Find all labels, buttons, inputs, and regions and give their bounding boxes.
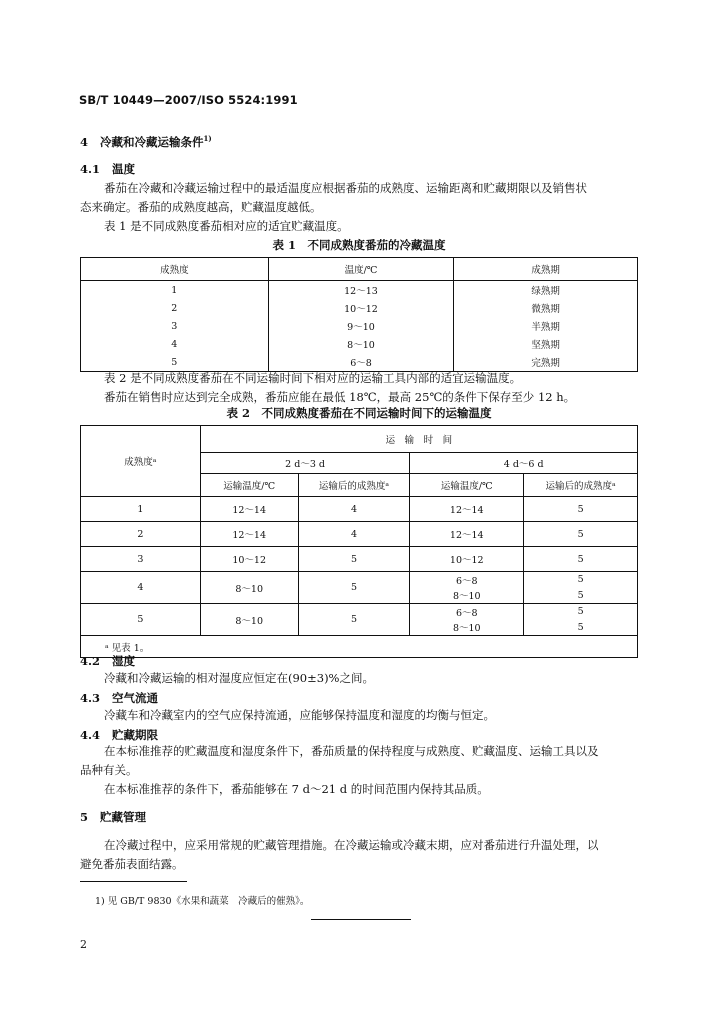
- cell-temp: 8～10: [200, 572, 298, 604]
- end-divider: [311, 919, 411, 920]
- section-title: 贮藏管理: [100, 810, 147, 824]
- cell-temp: 6～8: [410, 572, 524, 588]
- table-row: [81, 299, 638, 317]
- paragraph-table2-intro: 表 2 是不同成熟度番茄在不同运输时间下相对应的运输工具内部的适宜运输温度。: [104, 371, 522, 385]
- cell-maturity: 5: [81, 604, 201, 636]
- cell-after: 5: [524, 572, 638, 588]
- header-after-maturity: 运输后的成熟度ᵃ: [298, 474, 410, 497]
- table-1-caption: 表 1 不同成熟度番茄的冷藏温度: [272, 238, 446, 252]
- header-transport-time: 运 输 时 间: [200, 426, 637, 453]
- table-2: [80, 425, 638, 658]
- footnote-divider: [80, 881, 187, 882]
- cell-stage: 绿熟期: [531, 286, 560, 297]
- table-row: [81, 572, 638, 588]
- cell-after: 5: [298, 572, 410, 604]
- cell-temperature: 9～10: [268, 317, 454, 335]
- cell-temperature: 12～13: [268, 281, 454, 300]
- cell-maturity: 2: [81, 522, 201, 547]
- cell-temp: 12～14: [410, 522, 524, 547]
- cell-temp: 8～10: [410, 588, 524, 604]
- cell-temp: 10～12: [200, 547, 298, 572]
- header-maturity: 成熟度: [81, 258, 269, 281]
- cell-stage: 半熟期: [531, 322, 560, 333]
- subsection-4-3-heading: [80, 690, 158, 706]
- section-number: 5: [80, 810, 89, 824]
- cell-after: 5: [524, 604, 638, 620]
- cell-temp: 6～8: [410, 604, 524, 620]
- table-2-caption: 表 2 不同成熟度番茄在不同运输时间下的运输温度: [226, 406, 492, 420]
- cell-maturity: 4: [81, 335, 269, 353]
- paragraph-5-line1: 在冷藏过程中，应采用常规的贮藏管理措施。在冷藏运输或冷藏末期，应对番茄进行升温处理，以: [104, 838, 599, 852]
- cell-after: 5: [524, 497, 638, 522]
- section-number: 4: [80, 135, 89, 149]
- page-number: 2: [80, 938, 87, 951]
- header-period-4-6d: 4 d～6 d: [410, 453, 638, 474]
- cell-after: 5: [298, 604, 410, 636]
- cell-after: 5: [524, 547, 638, 572]
- subsection-number: 4.3: [80, 691, 101, 705]
- paragraph-4-1-line2: 态来确定。番茄的成熟度越高，贮藏温度越低。: [80, 200, 322, 214]
- standard-code-header: SB/T 10449—2007/ISO 5524:1991: [79, 93, 298, 107]
- cell-after: 5: [524, 620, 638, 636]
- cell-after: 4: [298, 497, 410, 522]
- table-row: [81, 522, 638, 547]
- paragraph-4-4-line1: 在本标准推荐的贮藏温度和湿度条件下，番茄质量的保持程度与成熟度、贮藏温度、运输工具以及: [104, 744, 599, 758]
- paragraph-4-4-p2: 在本标准推荐的条件下，番茄能够在 7 d～21 d 的时间范围内保持其品质。: [104, 782, 489, 796]
- subsection-title: 空气流通: [112, 691, 159, 705]
- paragraph-4-4-line2: 品种有关。: [80, 763, 138, 777]
- table-note: ᵃ 见表 1。: [81, 636, 638, 658]
- table-row: [81, 281, 638, 300]
- table-note-row: [81, 636, 638, 658]
- table-row: [81, 497, 638, 522]
- section-5-heading: [80, 809, 146, 825]
- header-transport-temp: 运输温度/℃: [200, 474, 298, 497]
- cell-temp: 12～14: [200, 522, 298, 547]
- cell-temperature: 10～12: [268, 299, 454, 317]
- cell-stage: 坚熟期: [531, 340, 560, 351]
- section-4-heading: [80, 134, 212, 150]
- cell-stage: 完熟期: [531, 358, 560, 369]
- cell-after: 5: [524, 522, 638, 547]
- header-stage: 成熟期: [454, 258, 638, 281]
- header-temperature: 温度/℃: [268, 258, 454, 281]
- cell-maturity: 3: [81, 317, 269, 335]
- cell-stage: 微熟期: [531, 304, 560, 315]
- cell-maturity: 1: [81, 281, 269, 300]
- subsection-4-4-heading: [80, 727, 158, 743]
- table-header-row: [81, 258, 638, 281]
- subsection-number: 4.4: [80, 728, 101, 742]
- cell-temp: 8～10: [410, 620, 524, 636]
- table-row: [81, 604, 638, 620]
- paragraph-4-1-line1: 番茄在冷藏和冷藏运输过程中的最适温度应根据番茄的成熟度、运输距离和贮藏期限以及销售状: [104, 181, 587, 195]
- cell-after: 5: [524, 588, 638, 604]
- cell-maturity: 4: [81, 572, 201, 604]
- paragraph-sale-condition: 番茄在销售时应达到完全成熟，番茄应能在最低 18℃，最高 25℃的条件下保存至少 12 h。: [104, 390, 576, 404]
- paragraph-4-3: 冷藏车和冷藏室内的空气应保持流通，应能够保持温度和湿度的均衡与恒定。: [104, 708, 495, 722]
- header-after-maturity: 运输后的成熟度ᵃ: [524, 474, 638, 497]
- cell-after: 5: [298, 547, 410, 572]
- cell-maturity: 2: [81, 299, 269, 317]
- cell-maturity: 3: [81, 547, 201, 572]
- subsection-title: 贮藏期限: [112, 728, 159, 742]
- table-header-row: [81, 426, 638, 453]
- paragraph-4-2: 冷藏和冷藏运输的相对湿度应恒定在(90±3)%之间。: [104, 671, 374, 685]
- cell-temperature: 6～8: [268, 353, 454, 372]
- table-1: [80, 257, 638, 372]
- subsection-4-2-heading: [80, 653, 135, 669]
- cell-maturity: 5: [81, 353, 269, 372]
- footnote-ref: 1): [203, 134, 212, 144]
- subsection-title: 温度: [112, 162, 136, 176]
- cell-temp: 12～14: [200, 497, 298, 522]
- section-title: 冷藏和冷藏运输条件: [100, 135, 204, 149]
- paragraph-4-1-p2: 表 1 是不同成熟度番茄相对应的适宜贮藏温度。: [104, 219, 349, 233]
- subsection-number: 4.2: [80, 654, 101, 668]
- header-transport-temp: 运输温度/℃: [410, 474, 524, 497]
- paragraph-5-line2: 避免番茄表面结露。: [80, 857, 184, 871]
- header-maturity: 成熟度ᵃ: [81, 426, 201, 497]
- table-row: [81, 317, 638, 335]
- footnote: 1) 见 GB/T 9830《水果和蔬菜 冷藏后的催熟》。: [95, 896, 310, 907]
- cell-temp: 12～14: [410, 497, 524, 522]
- cell-temperature: 8～10: [268, 335, 454, 353]
- cell-temp: 8～10: [200, 604, 298, 636]
- table-row: [81, 335, 638, 353]
- table-row: [81, 547, 638, 572]
- subsection-number: 4.1: [80, 162, 101, 176]
- subsection-4-1-heading: [80, 161, 135, 177]
- cell-maturity: 1: [81, 497, 201, 522]
- header-period-2-3d: 2 d～3 d: [200, 453, 410, 474]
- subsection-title: 湿度: [112, 654, 136, 668]
- cell-temp: 10～12: [410, 547, 524, 572]
- cell-after: 4: [298, 522, 410, 547]
